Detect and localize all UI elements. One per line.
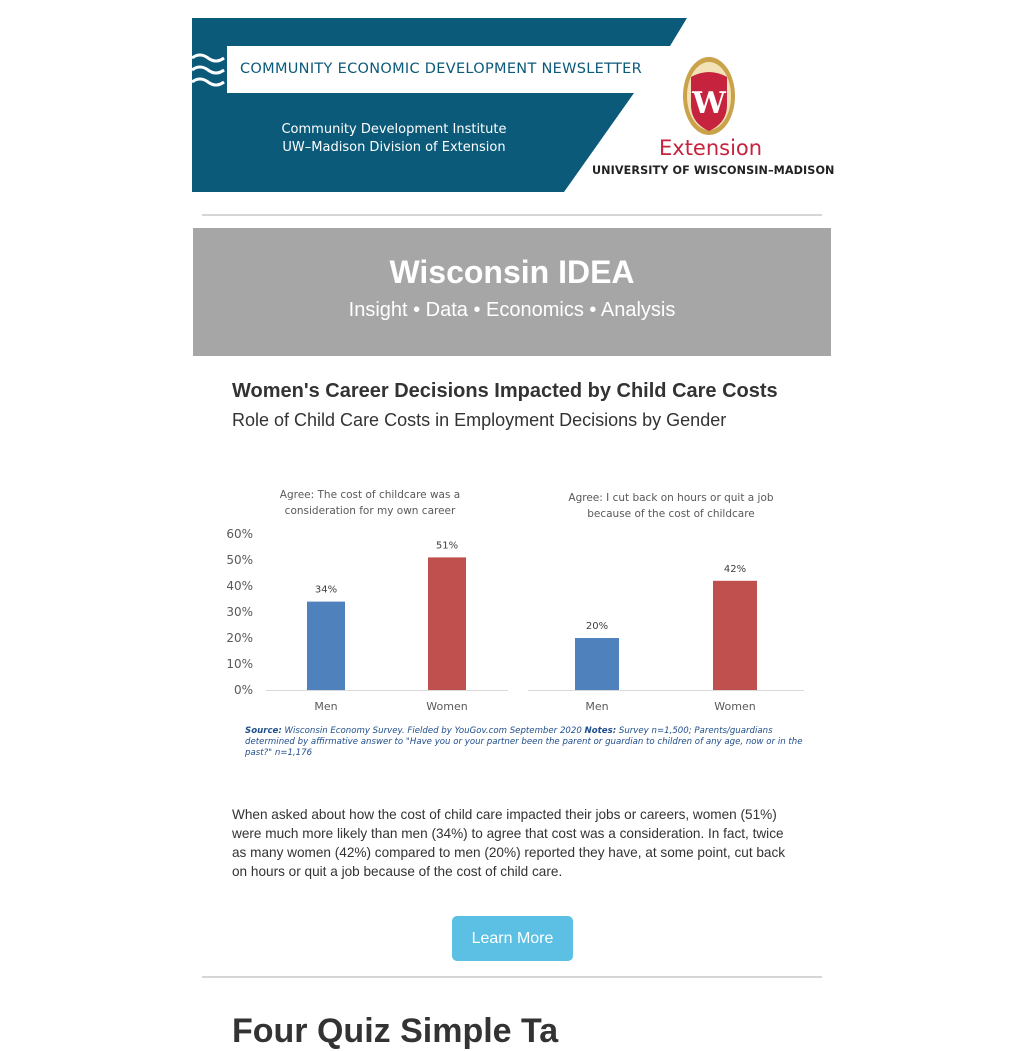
- divider: [202, 214, 822, 216]
- crest-letter: W: [692, 86, 726, 121]
- chart-title: consideration for my own career: [284, 505, 456, 517]
- y-tick-label: 0%: [233, 683, 253, 697]
- wisconsin-idea-banner: [193, 228, 831, 356]
- divider: [202, 976, 822, 978]
- article-body: When asked about how the cost of child care impacted their jobs or careers, women (51%) were much more likely than men (34%) to agree that cost was a consideration. In fact, twice as many women (42%) compared to men (20%) reported they have, at some point, cut back on hours or quit a job because of the cost of child care.: [232, 807, 786, 879]
- y-tick-label: 50%: [226, 553, 253, 567]
- extension-wordmark: Extension: [659, 136, 763, 160]
- chart-title: because of the cost of childcare: [587, 508, 755, 520]
- article-subtitle: Role of Child Care Costs in Employment Decisions by Gender: [232, 410, 727, 430]
- category-label: Women: [426, 700, 468, 713]
- y-tick-label: 20%: [226, 631, 253, 645]
- data-label: 20%: [585, 621, 609, 632]
- category-label: Men: [314, 700, 338, 713]
- newsletter-title: COMMUNITY ECONOMIC DEVELOPMENT NEWSLETTER: [240, 61, 642, 77]
- y-tick-label: 10%: [226, 657, 253, 671]
- y-tick-label: 60%: [226, 527, 253, 541]
- y-tick-label: 40%: [226, 579, 253, 593]
- category-label: Women: [714, 700, 756, 713]
- bar-men: [575, 638, 619, 690]
- uw-crest-logo: [681, 55, 737, 137]
- bar-women: [428, 557, 466, 690]
- data-label: 34%: [314, 584, 338, 596]
- bar-men: [307, 602, 345, 690]
- learn-more-button[interactable]: Learn More: [452, 916, 573, 961]
- category-label: Men: [585, 700, 609, 713]
- division-name: UW–Madison Division of Extension: [282, 140, 506, 155]
- university-wordmark: UNIVERSITY OF WISCONSIN–MADISON: [592, 164, 835, 177]
- idea-title: Wisconsin IDEA: [389, 254, 635, 290]
- data-label: 51%: [435, 540, 459, 552]
- data-label: 42%: [723, 563, 747, 575]
- bar-women: [713, 581, 757, 690]
- chart-title: Agree: I cut back on hours or quit a job: [568, 492, 774, 504]
- childcare-cost-chart: [222, 476, 812, 756]
- chart-source-note: Source: Wisconsin Economy Survey. Fielded by YouGov.com September 2020 Notes: Survey n=1,500; Parents/guardians determined by affirmative answer to "Have you or your partner been the parent or guardian to children of any age, now or in the past?" n=1,176: [245, 726, 803, 758]
- next-article-title: Four Quiz Simple Ta: [232, 1012, 559, 1050]
- y-tick-label: 30%: [226, 605, 253, 619]
- institute-name: Community Development Institute: [281, 122, 507, 137]
- idea-subtitle: Insight • Data • Economics • Analysis: [348, 299, 676, 321]
- article-title: Women's Career Decisions Impacted by Child Care Costs: [232, 380, 778, 402]
- chart-title: Agree: The cost of childcare was a: [279, 489, 461, 501]
